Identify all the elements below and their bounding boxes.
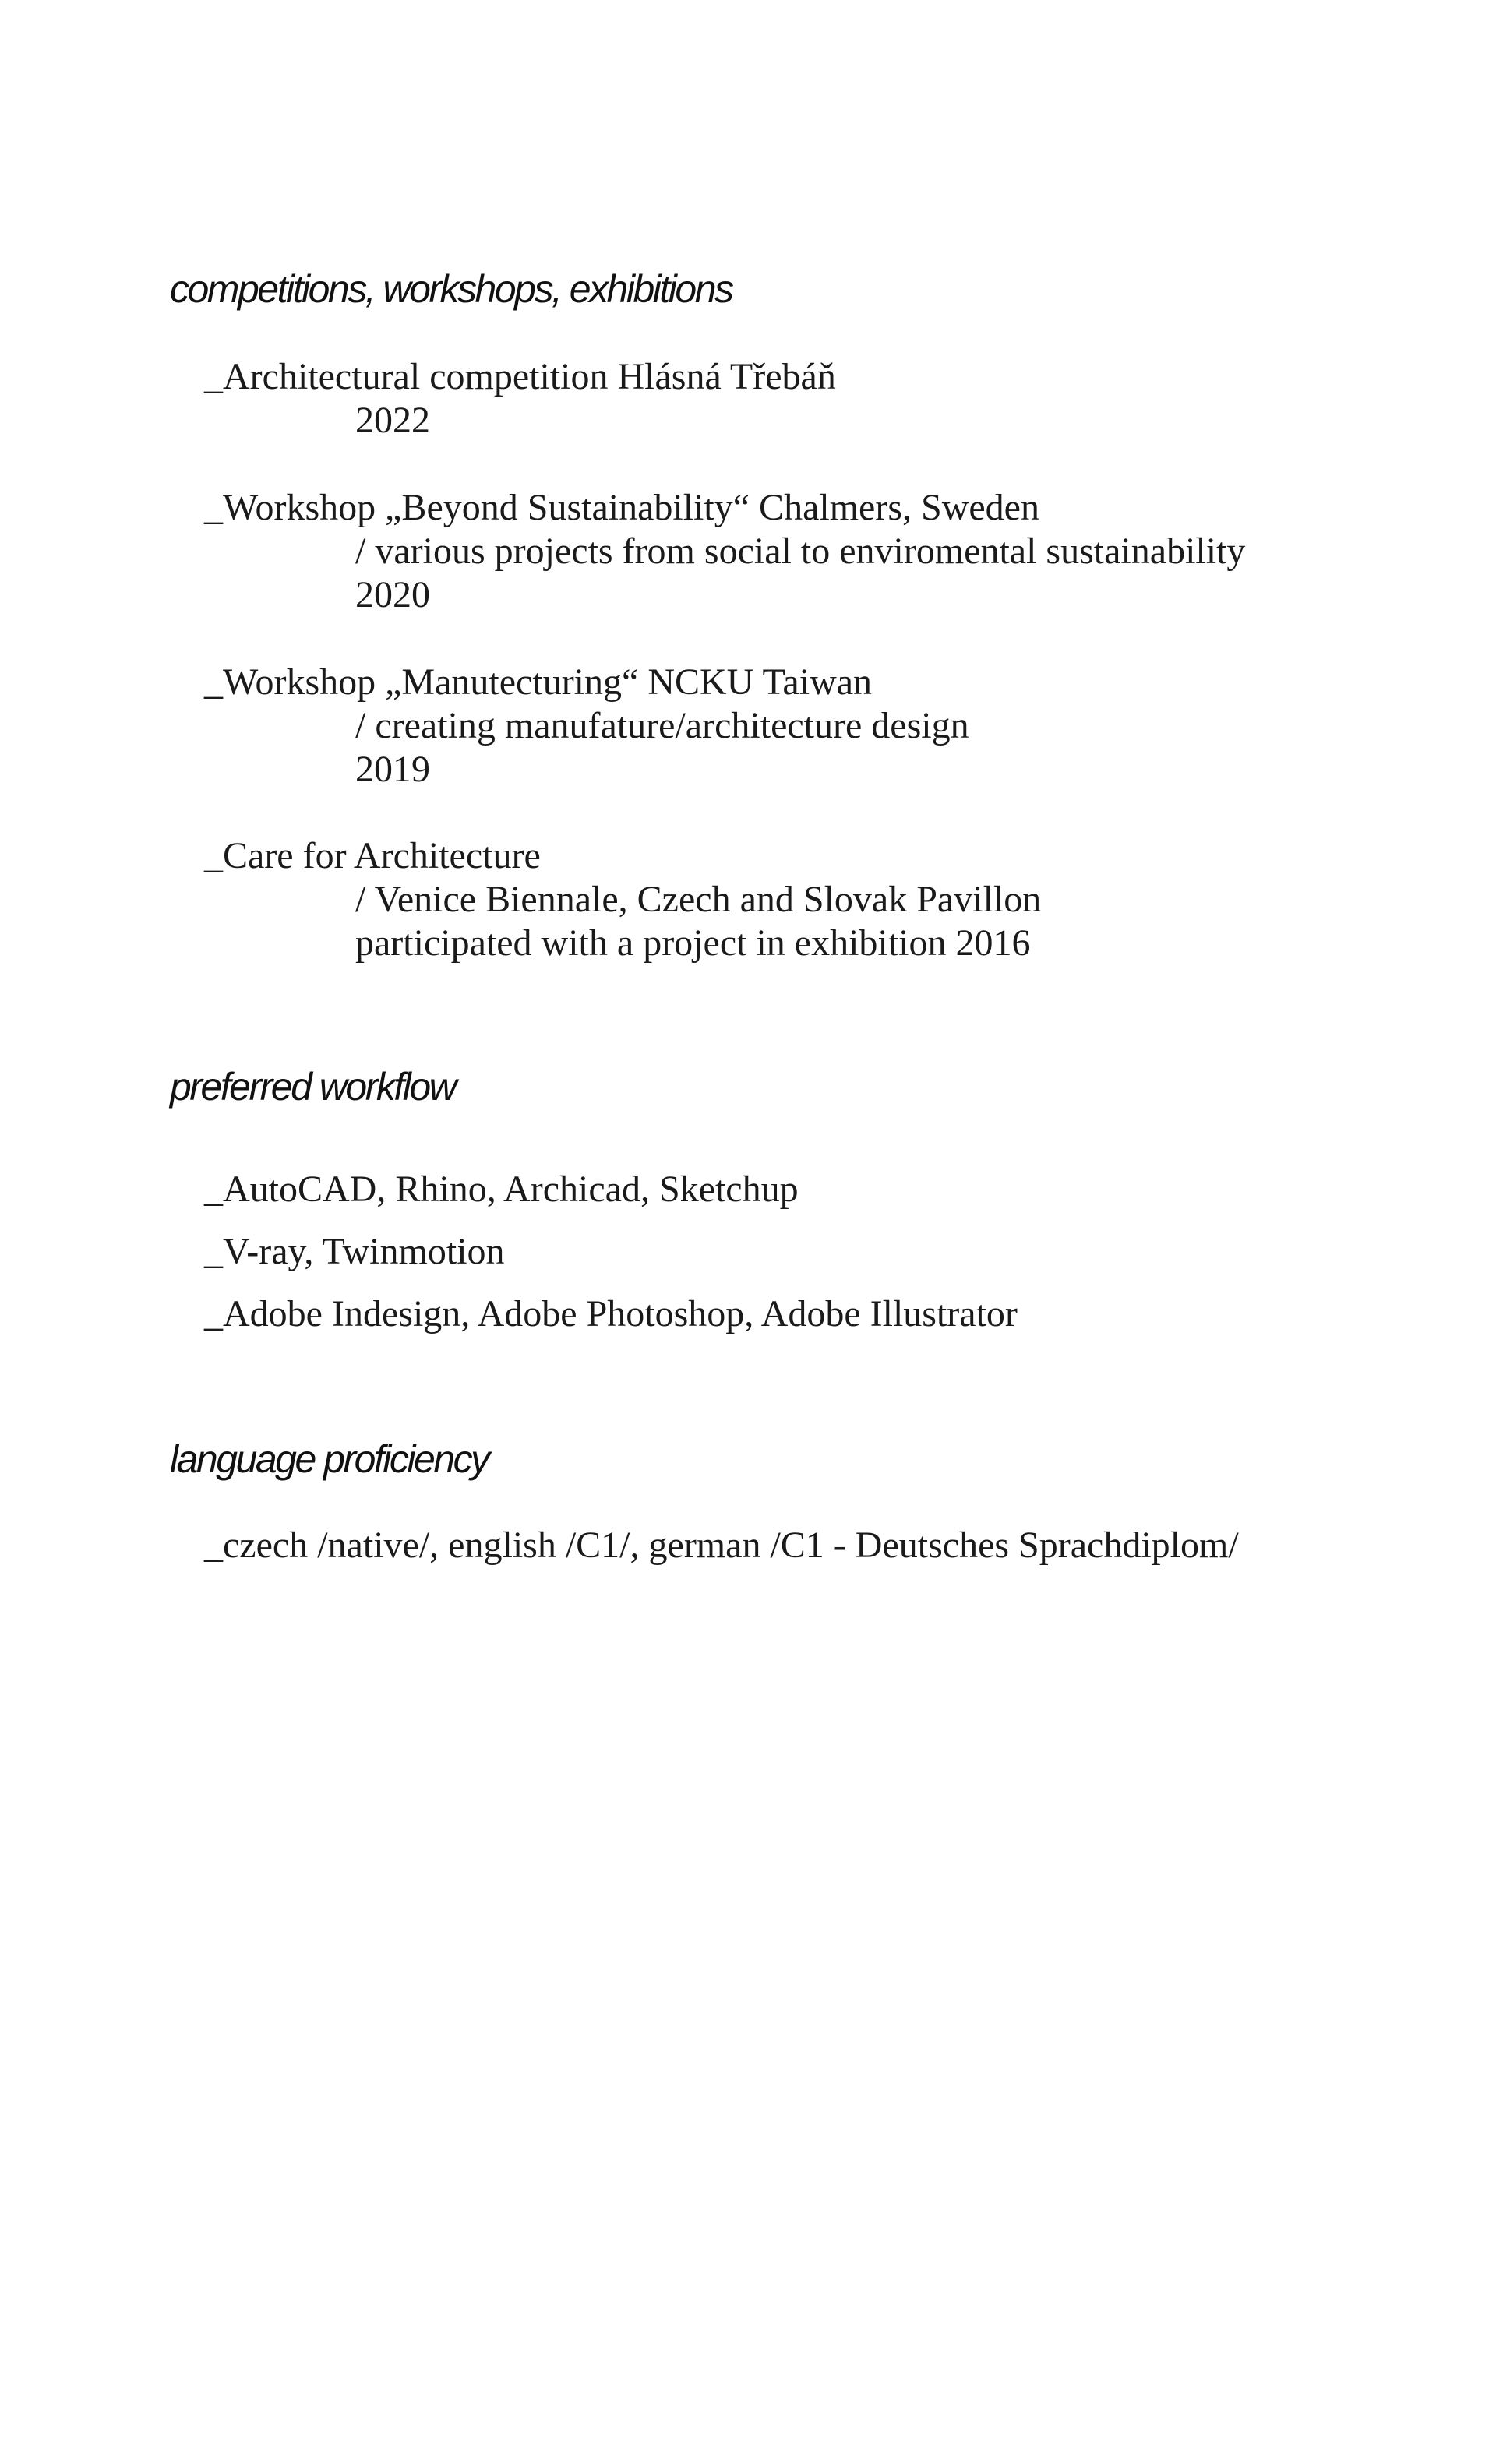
entry-detail: 2020 [355,574,430,615]
entry-title: _Care for Architecture [204,835,541,876]
entry-title: _Architectural competition Hlásná Třebáň [204,356,836,397]
entry-title: _Workshop „Beyond Sustainability“ Chalmers, Sweden [204,487,1039,528]
competitions-heading: competitions, workshops, exhibitions [170,267,732,311]
entry-detail: / various projects from social to enviromental sustainability [355,531,1246,572]
entry-detail: participated with a project in exhibition 2016 [355,922,1031,964]
language-heading: language proficiency [170,1437,489,1481]
language-item: _czech /native/, english /C1/, german /C1 - Deutsches Sprachdiplom/ [204,1525,1239,1566]
workflow-heading: preferred workflow [170,1065,456,1109]
workflow-item: _AutoCAD, Rhino, Archicad, Sketchup [204,1169,799,1210]
entry-detail: / creating manufature/architecture design [355,705,969,746]
entry-detail: 2019 [355,749,430,790]
entry-title: _Workshop „Manutecturing“ NCKU Taiwan [204,661,873,703]
workflow-item: _Adobe Indesign, Adobe Photoshop, Adobe Illustrator [204,1293,1018,1334]
entry-detail: 2022 [355,400,430,441]
workflow-item: _V-ray, Twinmotion [204,1231,505,1272]
entry-detail: / Venice Biennale, Czech and Slovak Pavillon [355,879,1042,920]
